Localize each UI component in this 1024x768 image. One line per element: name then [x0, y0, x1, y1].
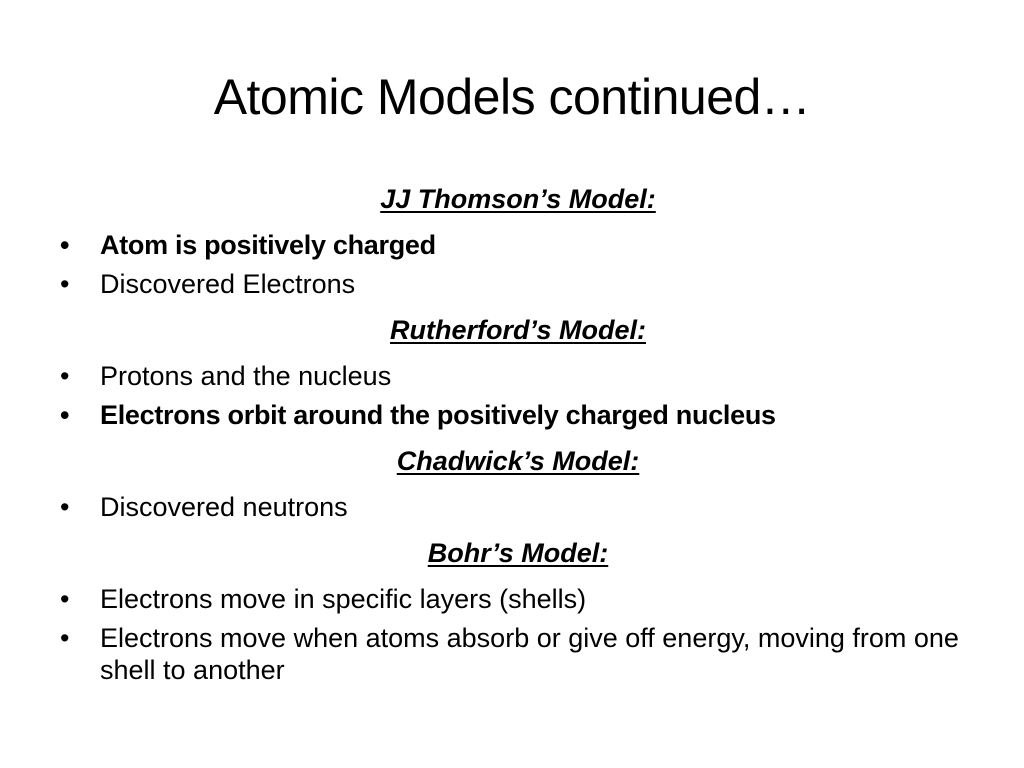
bullet-item — [58, 399, 978, 431]
bullet-icon: • — [60, 230, 70, 260]
bullet-item — [58, 622, 978, 686]
bullet-text: Discovered neutrons — [100, 492, 348, 522]
bullet-icon: • — [60, 584, 70, 614]
bullet-icon: • — [60, 400, 70, 430]
slide-title: Atomic Models continued… — [213, 69, 811, 125]
bullet-text: Electrons move when atoms absorb or give off energy, moving from one shell to another — [100, 623, 959, 685]
bullet-icon: • — [60, 361, 70, 391]
bullet-text: Electrons orbit around the positively charged nucleus — [100, 400, 776, 430]
bullet-item — [58, 268, 978, 300]
bullet-item — [58, 583, 978, 615]
bullet-text: Protons and the nucleus — [100, 361, 392, 391]
bullet-text: Discovered Electrons — [100, 269, 356, 299]
slide-content — [58, 176, 978, 693]
section-heading-bohr: Bohr’s Model: — [427, 538, 609, 568]
bullet-icon: • — [60, 623, 70, 653]
bullet-text: Atom is positively charged — [100, 230, 436, 260]
bullet-item — [58, 229, 978, 261]
bullet-item — [58, 491, 978, 523]
bullet-text: Electrons move in specific layers (shells) — [100, 584, 587, 614]
bullet-icon: • — [60, 492, 70, 522]
section-heading-chadwick: Chadwick’s Model: — [396, 446, 640, 476]
section-heading-rutherford: Rutherford’s Model: — [390, 315, 646, 345]
bullet-icon: • — [60, 269, 70, 299]
section-heading-thomson: JJ Thomson’s Model: — [380, 184, 656, 214]
bullet-item — [58, 360, 978, 392]
